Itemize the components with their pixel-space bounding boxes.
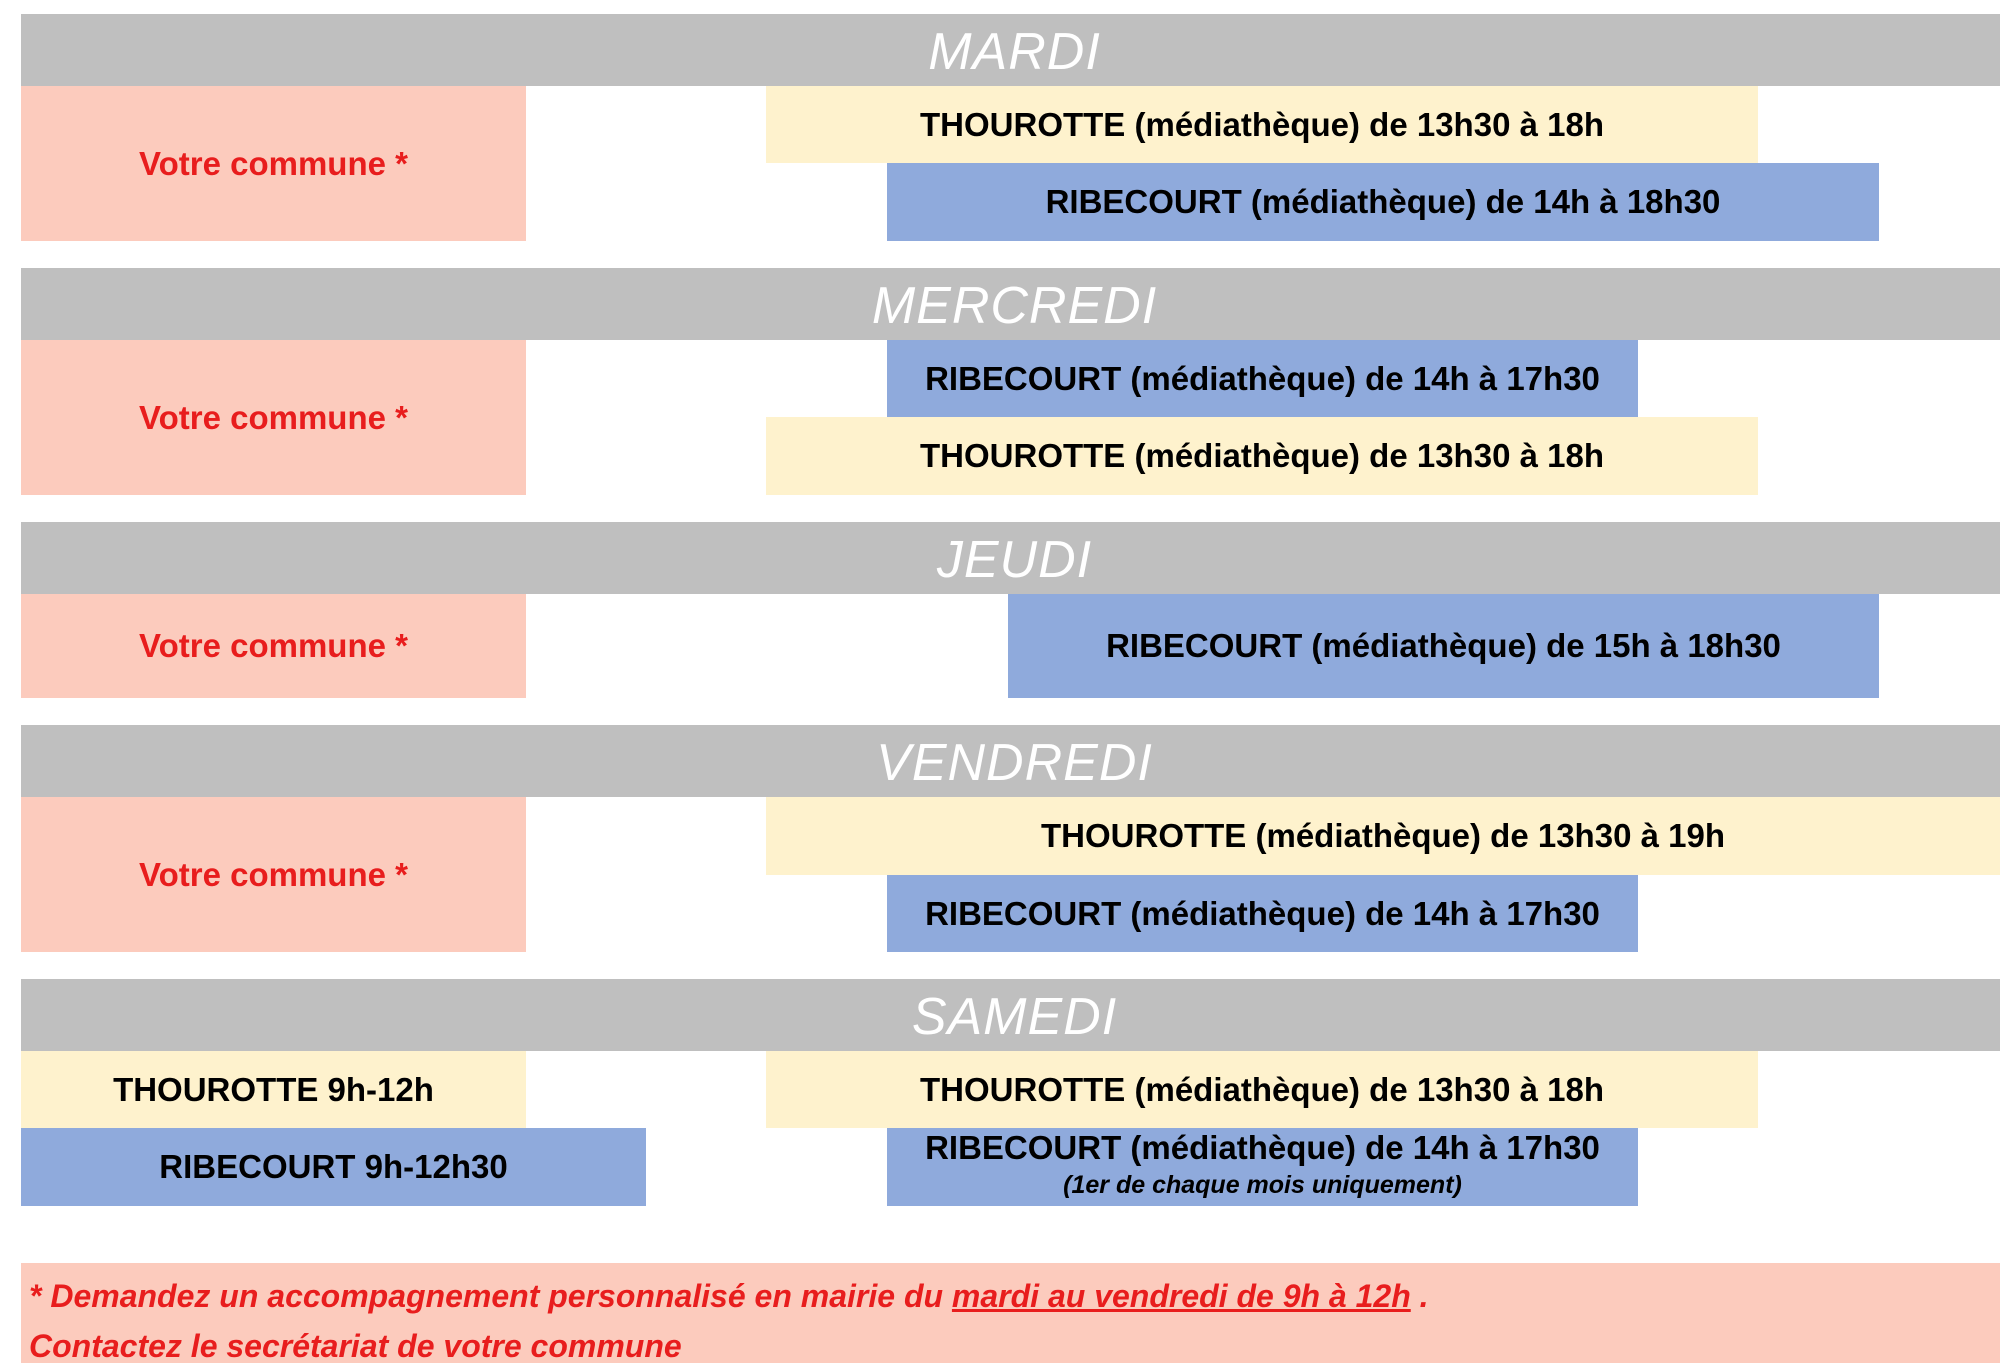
footnote-punct: . [1410,1278,1429,1314]
slot-ribecourt-samedi-matin [21,1128,646,1206]
slot-ribecourt-mardi [887,163,1879,241]
slot-label: THOUROTTE (médiathèque) de 13h30 à 19h [1041,817,1725,854]
commune-block-jeudi [21,594,526,698]
day-header-samedi [21,979,2000,1051]
commune-block-mardi [21,86,526,241]
commune-label: Votre commune * [139,144,408,182]
slot-thourotte-mercredi [766,417,1758,495]
slot-sub-note: (1er de chaque mois uniquement) [1063,1170,1462,1199]
slot-label: RIBECOURT (médiathèque) de 15h à 18h30 [1106,627,1781,664]
footnote-box [21,1263,2000,1363]
slot-label: RIBECOURT (médiathèque) de 14h à 17h30 [925,894,1600,932]
commune-label: Votre commune * [139,627,408,664]
slot-label: RIBECOURT (médiathèque) de 14h à 17h30 [925,359,1600,397]
slot-ribecourt-vendredi [887,875,1638,952]
slot-label: THOUROTTE 9h-12h [113,1070,434,1108]
slot-thourotte-samedi-apres-midi [766,1051,1758,1128]
day-title: VENDREDI [876,734,1153,792]
commune-block-vendredi [21,797,526,952]
slot-thourotte-mardi [766,86,1758,163]
day-header-vendredi [21,725,2000,797]
footnote-line-1 [29,1271,1992,1321]
day-title: MERCREDI [871,277,1158,335]
slot-label: RIBECOURT (médiathèque) de 14h à 17h30 [925,1128,1600,1166]
slot-ribecourt-jeudi [1008,594,1879,698]
slot-label: THOUROTTE (médiathèque) de 13h30 à 18h [920,105,1604,143]
day-title: SAMEDI [911,988,1118,1046]
footnote-text: * Demandez un accompagnement personnalisé en mairie du [29,1278,952,1314]
slot-ribecourt-mercredi [887,340,1638,417]
slot-ribecourt-samedi-apres-midi [887,1128,1638,1206]
slot-thourotte-vendredi [766,797,2000,875]
commune-label: Votre commune * [139,398,408,436]
slot-label: THOUROTTE (médiathèque) de 13h30 à 18h [920,437,1604,474]
slot-label: RIBECOURT 9h-12h30 [159,1148,508,1185]
footnote-line-2: Contactez le secrétariat de votre commune [29,1328,682,1364]
day-header-jeudi [21,522,2000,594]
slot-label: THOUROTTE (médiathèque) de 13h30 à 18h [920,1070,1604,1108]
footnote-hours: mardi au vendredi de 9h à 12h [951,1278,1411,1314]
slot-thourotte-samedi-matin [21,1051,526,1128]
commune-block-mercredi [21,340,526,495]
day-title: JEUDI [936,531,1093,589]
day-header-mardi [21,14,2000,86]
day-header-mercredi [21,268,2000,340]
commune-label: Votre commune * [139,855,408,893]
slot-label: RIBECOURT (médiathèque) de 14h à 18h30 [1045,183,1721,220]
day-title: MARDI [928,23,1101,81]
